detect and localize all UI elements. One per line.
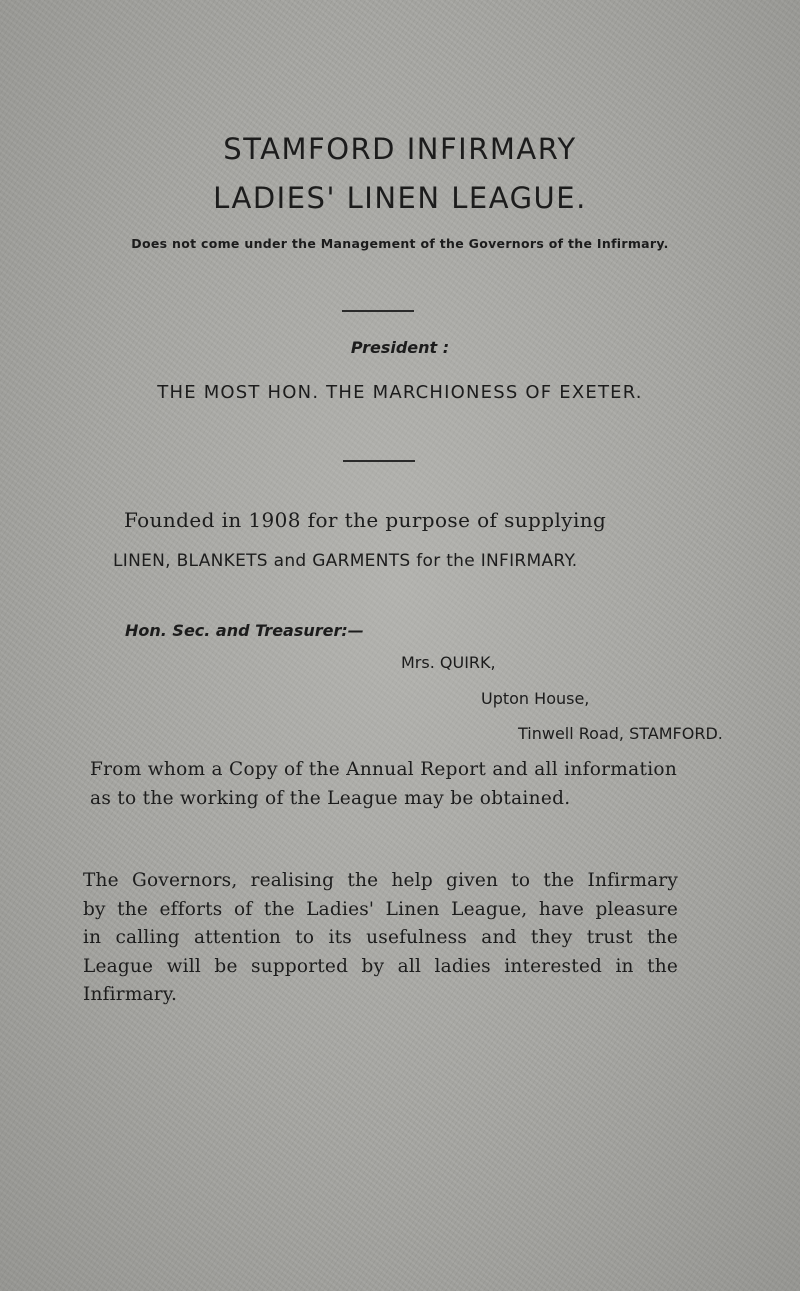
secretary-address-house: Upton House, xyxy=(481,689,590,708)
report-line-2: as to the working of the League may be obtained. xyxy=(90,788,571,809)
president-name: THE MOST HON. THE MARCHIONESS OF EXETER. xyxy=(157,382,643,403)
title-stamford-infirmary: STAMFORD INFIRMARY xyxy=(223,132,577,166)
secretary-name: Mrs. QUIRK, xyxy=(401,653,496,672)
founded-line: Founded in 1908 for the purpose of supplying xyxy=(124,508,607,532)
report-line-1: From whom a Copy of the Annual Report and all information xyxy=(90,759,678,780)
title-ladies-linen-league: LADIES' LINEN LEAGUE. xyxy=(213,181,587,215)
paragraph-line-5: Infirmary. xyxy=(83,984,178,1005)
governors-paragraph xyxy=(83,867,678,1010)
paragraph-line-2: by the efforts of the Ladies' Linen League, have pleasure xyxy=(83,898,678,920)
divider-top xyxy=(342,310,414,312)
divider-middle xyxy=(343,460,415,462)
paragraph-line-1: The Governors, realising the help given to the Infirmary xyxy=(83,870,678,891)
president-label: President : xyxy=(350,338,450,357)
secretary-label: Hon. Sec. and Treasurer:— xyxy=(125,621,364,640)
management-note: Does not come under the Management of the Governors of the Infirmary. xyxy=(131,236,669,251)
paragraph-line-4: League will be supported by all ladies interested in the xyxy=(83,955,678,977)
paragraph-line-3: in calling attention to its usefulness and they trust the xyxy=(83,927,678,948)
purpose-line: LINEN, BLANKETS and GARMENTS for the INFIRMARY. xyxy=(113,551,578,571)
secretary-address-road: Tinwell Road, STAMFORD. xyxy=(518,724,723,743)
